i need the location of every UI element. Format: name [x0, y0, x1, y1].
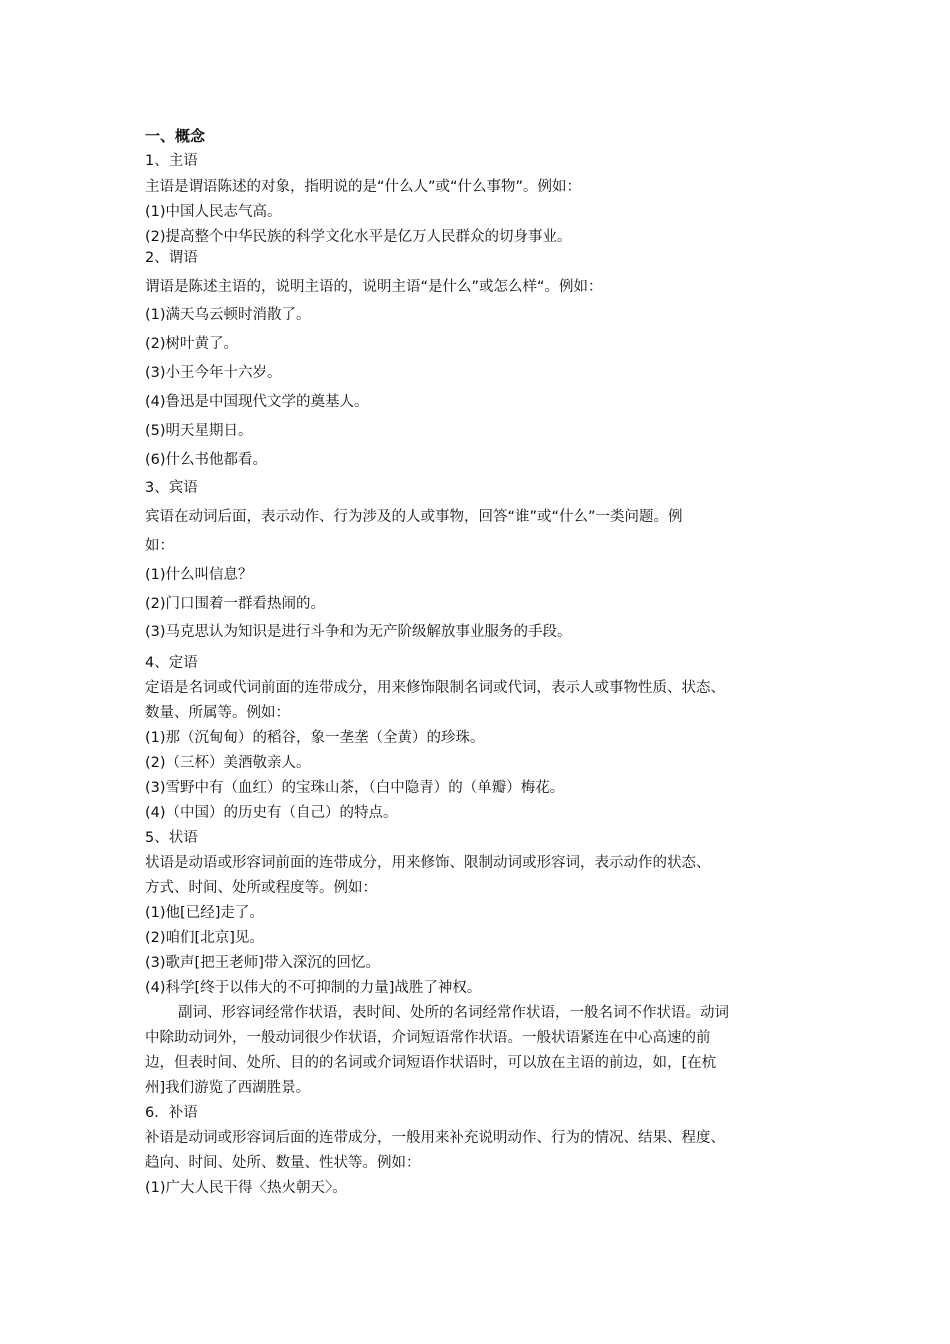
attributive-heading: 4、定语 [145, 655, 198, 671]
attributive-definition-cont: 数量、所属等。例如： [145, 705, 290, 721]
adverbial-note-cont: 边，但表时间、处所、目的的名词或介词短语作状语时，可以放在主语的前边，如，[在杭 [145, 1055, 717, 1071]
object-heading: 3、宾语 [145, 480, 198, 496]
example-line: (1)那（沉甸甸）的稻谷，象一垄垄（全黄）的珍珠。 [145, 730, 485, 746]
complement-heading: 6．补语 [145, 1105, 198, 1121]
adverbial-note: 副词、形容词经常作状语，表时间、处所的名词经常作状语，一般名词不作状语。动词 [178, 1005, 729, 1021]
example-line: (1)中国人民志气高。 [145, 204, 282, 220]
example-line: (4)鲁迅是中国现代文学的奠基人。 [145, 394, 369, 410]
example-line: (1)满天乌云顿时消散了。 [145, 307, 311, 323]
complement-definition: 补语是动词或形容词后面的连带成分，一般用来补充说明动作、行为的情况、结果、程度、 [145, 1130, 725, 1146]
adverbial-definition-cont: 方式、时间、处所或程度等。例如： [145, 880, 377, 896]
example-line: (2)提高整个中华民族的科学文化水平是亿万人民群众的切身事业。 [145, 229, 572, 245]
example-line: (4)（中国）的历史有（自己）的特点。 [145, 805, 398, 821]
adverbial-definition: 状语是动语或形容词前面的连带成分，用来修饰、限制动词或形容词，表示动作的状态、 [145, 855, 711, 871]
example-line: (4)科学[终于以伟大的不可抑制的力量]战胜了神权。 [145, 980, 482, 996]
example-line: (2)（三杯）美酒敬亲人。 [145, 755, 311, 771]
example-line: (1)他[已经]走了。 [145, 905, 264, 921]
adverbial-note-cont: 中除助动词外，一般动词很少作状语，介词短语常作状语。一般状语紧连在中心高速的前 [145, 1030, 711, 1046]
attributive-definition: 定语是名词或代词前面的连带成分，用来修饰限制名词或代词，表示人或事物性质、状态、 [145, 680, 725, 696]
example-line: (2)咱们[北京]见。 [145, 930, 264, 946]
complement-definition-cont: 趋向、时间、处所、数量、性状等。例如： [145, 1155, 421, 1171]
example-line: (2)树叶黄了。 [145, 336, 239, 352]
example-line: (3)马克思认为知识是进行斗争和为无产阶级解放事业服务的手段。 [145, 624, 572, 640]
example-line: (6)什么书他都看。 [145, 452, 268, 468]
object-definition-cont: 如： [145, 538, 174, 554]
adverbial-heading: 5、状语 [145, 830, 198, 846]
example-line: (2)门口围着一群看热闹的。 [145, 596, 326, 612]
subject-heading: 1、主语 [145, 153, 198, 169]
predicate-definition: 谓语是陈述主语的，说明主语的，说明主语“是什么”或怎么样“。例如： [145, 279, 603, 295]
example-line: (1)广大人民干得〈热火朝天〉。 [145, 1180, 347, 1196]
object-definition: 宾语在动词后面，表示动作、行为涉及的人或事物，回答“谁”或“什么”一类问题。例 [145, 509, 683, 525]
example-line: (3)小王今年十六岁。 [145, 365, 282, 381]
subject-definition: 主语是谓语陈述的对象，指明说的是“什么人”或“什么事物”。例如： [145, 179, 582, 195]
example-line: (3)雪野中有（血红）的宝珠山茶，（白中隐青）的（单瓣）梅花。 [145, 780, 565, 796]
predicate-heading: 2、谓语 [145, 250, 198, 266]
example-line: (1)什么叫信息？ [145, 567, 253, 583]
adverbial-note-cont: 州]我们游览了西湖胜景。 [145, 1080, 311, 1096]
example-line: (3)歌声[把王老师]带入深沉的回忆。 [145, 955, 380, 971]
example-line: (5)明天星期日。 [145, 423, 253, 439]
section-heading: 一、概念 [145, 127, 206, 145]
